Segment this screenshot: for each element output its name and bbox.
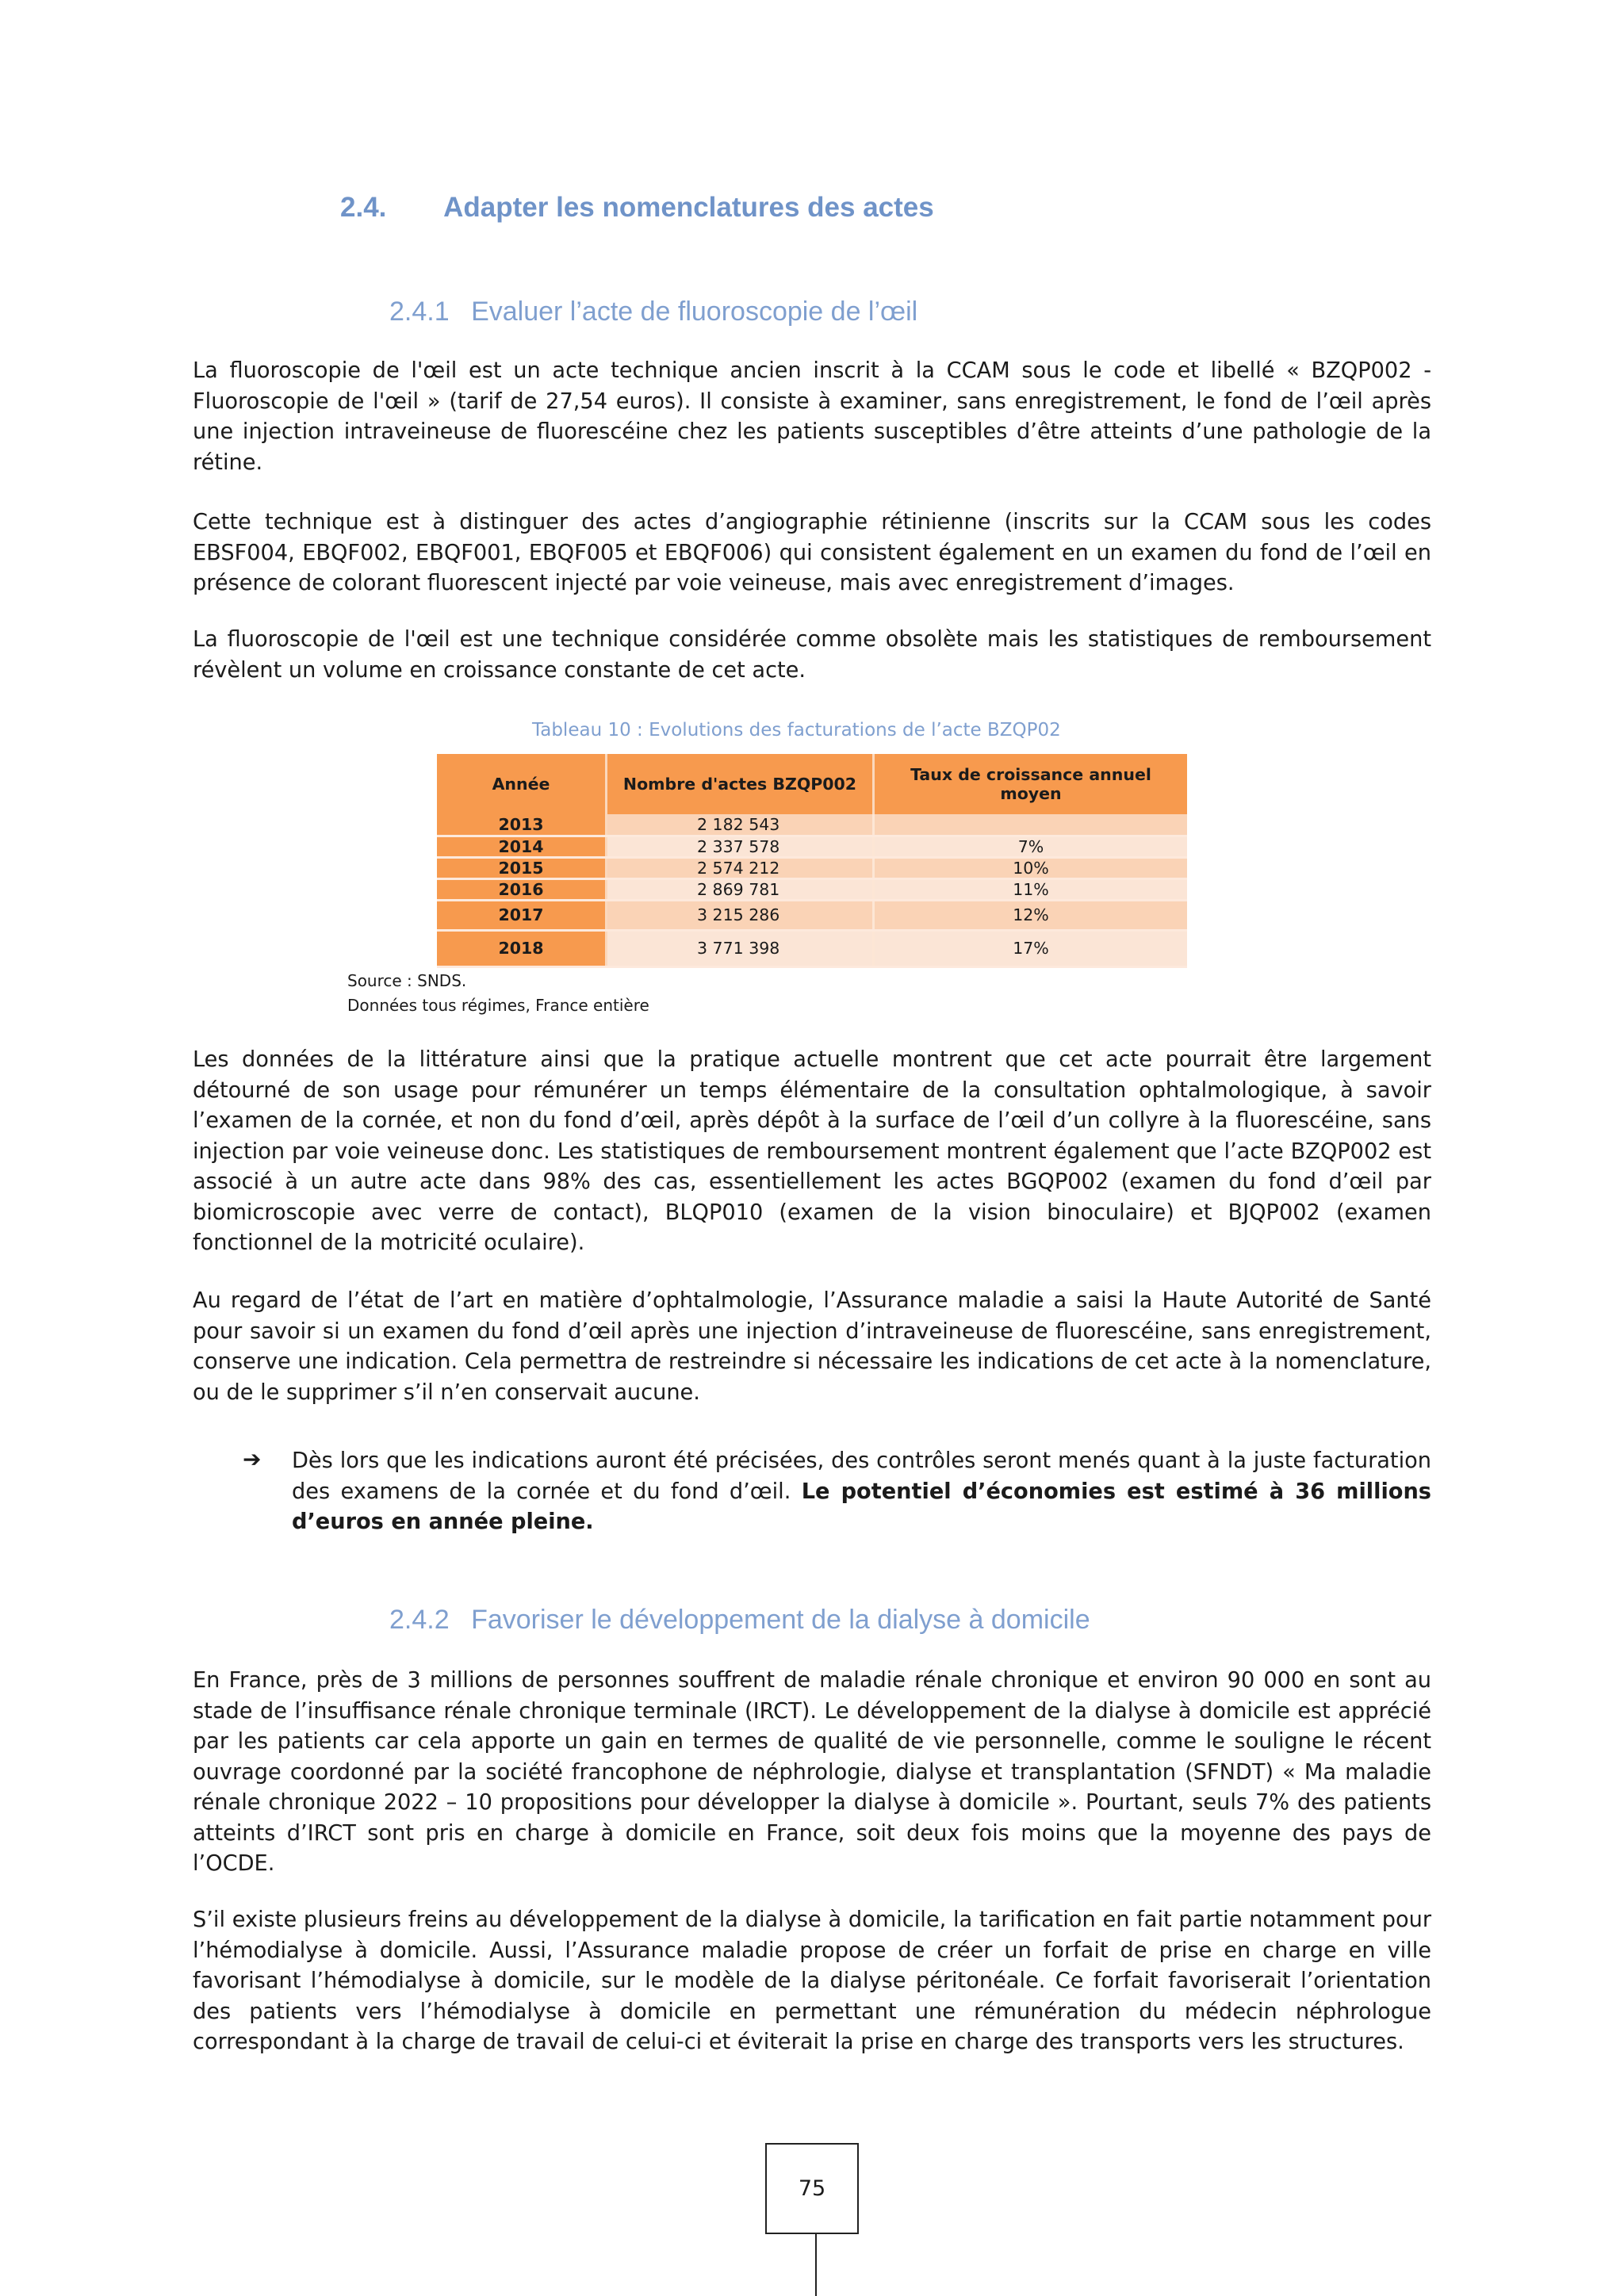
cell-rate: 17% <box>874 930 1188 966</box>
table-source <box>347 969 649 1018</box>
page-number-line <box>815 2234 817 2296</box>
cell-year: 2016 <box>437 878 607 900</box>
paragraph: La fluoroscopie de l'œil est une technique considérée comme obsolète mais les statistiques de remboursement révèlent un volume en croissance constante de cet acte. <box>193 627 1431 683</box>
bullet-text: Dès lors que les indications auront été précisées, des contrôles seront menés quant à la juste facturation des examens de la cornée et du fond d’œil. <box>292 1448 1431 1504</box>
cell-rate: 10% <box>874 857 1188 878</box>
subsection-heading-2 <box>389 1605 1090 1636</box>
arrow-icon: ➔ <box>243 1446 262 1472</box>
source-line: Source : SNDS. <box>347 971 467 990</box>
data-table <box>437 754 1187 968</box>
cell-rate: 12% <box>874 900 1188 930</box>
paragraph: Au regard de l’état de l’art en matière d’ophtalmologie, l’Assurance maladie a saisi la Haute Autorité de Santé pour savoir si un examen du fond d’œil après une injection d’intraveineuse de fluorescéine, sans enregistrement, conserve une indication. Cela permettra de restreindre si nécessaire les indications de cet acte à la nomenclature, ou de le supprimer s’il n’en conservait aucune. <box>193 1288 1431 1405</box>
cell-count: 3 215 286 <box>607 900 874 930</box>
bullet-paragraph <box>292 1446 1431 1538</box>
cell-year: 2018 <box>437 930 607 966</box>
section-number: 2.4. <box>340 192 387 223</box>
paragraph: S’il existe plusieurs freins au développement de la dialyse à domicile, la tarification en fait partie notamment pour l’hémodialyse à domicile. Aussi, l’Assurance maladie propose de créer un forfait de prise en charge en ville favorisant l’hémodialyse à domicile, sur le modèle de la dialyse péritonéale. Ce forfait favoriserait l’orientation des patients vers l’hémodialyse à domicile en permettant une rémunération du médecin néphrologue correspondant à la charge de travail de celui-ci et éviterait la prise en charge des transports vers les structures. <box>193 1908 1431 2054</box>
cell-count: 3 771 398 <box>607 930 874 966</box>
subsection-number: 2.4.2 <box>389 1605 450 1635</box>
table-row <box>437 836 1187 857</box>
subsection-title: Evaluer l’acte de fluoroscopie de l’œil <box>471 297 918 327</box>
paragraph: La fluoroscopie de l'œil est un acte technique ancien inscrit à la CCAM sous le code et libellé « BZQP002 - Fluoroscopie de l'œil » (tarif de 27,54 euros). Il consiste à examiner, sans enregistrement, le fond de l’œil après une injection intraveineuse de fluorescéine chez les patients susceptibles d’être atteints d’une pathologie de la rétine. <box>193 358 1431 475</box>
paragraph: Cette technique est à distinguer des actes d’angiographie rétinienne (inscrits sur la CCAM sous les codes EBSF004, EBQF002, EBQF001, EBQF005 et EBQF006) qui consistent également en un examen du fond de l’œil en présence de colorant fluorescent injecté par voie veineuse, mais avec enregistrement d’images. <box>193 510 1431 595</box>
subsection-number: 2.4.1 <box>389 297 450 327</box>
cell-rate <box>874 814 1188 836</box>
page-number: 75 <box>798 2176 826 2201</box>
cell-year: 2013 <box>437 814 607 836</box>
paragraph: Les données de la littérature ainsi que la pratique actuelle montrent que cet acte pourrait être largement détourné de son usage pour rémunérer un temps élémentaire de la consultation ophtalmologique, à savoir l’examen de la cornée, et non du fond d’œil, après dépôt à la surface de l’œil d’un collyre à la fluorescéine, sans injection par voie veineuse donc. Les statistiques de remboursement montrent également que l’acte BZQP002 est associé à un autre acte dans 98% des cas, essentiellement les actes BGQP002 (examen du fond d’œil par biomicroscopie avec verre de contact), BLQP010 (examen de la vision binoculaire) et BJQP002 (examen fonctionnel de la motricité oculaire). <box>193 1047 1431 1255</box>
table-row <box>437 930 1187 966</box>
column-header: Taux de croissance annuel moyen <box>874 754 1188 814</box>
cell-rate: 7% <box>874 836 1188 857</box>
cell-count: 2 337 578 <box>607 836 874 857</box>
cell-count: 2 182 543 <box>607 814 874 836</box>
table-row <box>437 878 1187 900</box>
subsection-heading-1 <box>389 297 917 327</box>
cell-count: 2 869 781 <box>607 878 874 900</box>
page-number-box <box>765 2143 859 2234</box>
cell-year: 2017 <box>437 900 607 930</box>
section-title: Adapter les nomenclatures des actes <box>443 192 934 223</box>
column-header: Nombre d'actes BZQP002 <box>607 754 874 814</box>
column-header: Année <box>437 754 607 814</box>
cell-year: 2015 <box>437 857 607 878</box>
source-line: Données tous régimes, France entière <box>347 996 649 1015</box>
paragraph: En France, près de 3 millions de personnes souffrent de maladie rénale chronique et environ 90 000 en sont au stade de l’insuffisance rénale chronique terminale (IRCT). Le développement de la dialyse à domicile est apprécié par les patients car cela apporte un gain en termes de qualité de vie personnelle, comme le souligne le récent ouvrage coordonné par la société francophone de néphrologie, dialyse et transplantation (SFNDT) « Ma maladie rénale chronique 2022 – 10 propositions pour développer la dialyse à domicile ». Pourtant, seuls 7% des patients atteints d’IRCT sont pris en charge à domicile en France, soit deux fois moins que la moyenne des pays de l’OCDE. <box>193 1668 1431 1876</box>
subsection-title: Favoriser le développement de la dialyse à domicile <box>471 1605 1090 1635</box>
section-heading <box>340 192 934 224</box>
cell-count: 2 574 212 <box>607 857 874 878</box>
table-header-row <box>437 754 1187 814</box>
cell-rate: 11% <box>874 878 1188 900</box>
table-caption: Tableau 10 : Evolutions des facturations de l’acte BZQP02 <box>532 720 1061 740</box>
table-row <box>437 814 1187 836</box>
cell-year: 2014 <box>437 836 607 857</box>
bullet-bold-text: Le potentiel d’économies est estimé à 36 millions d’euros en année pleine. <box>292 1479 1431 1534</box>
table-row <box>437 857 1187 878</box>
table-row <box>437 900 1187 930</box>
